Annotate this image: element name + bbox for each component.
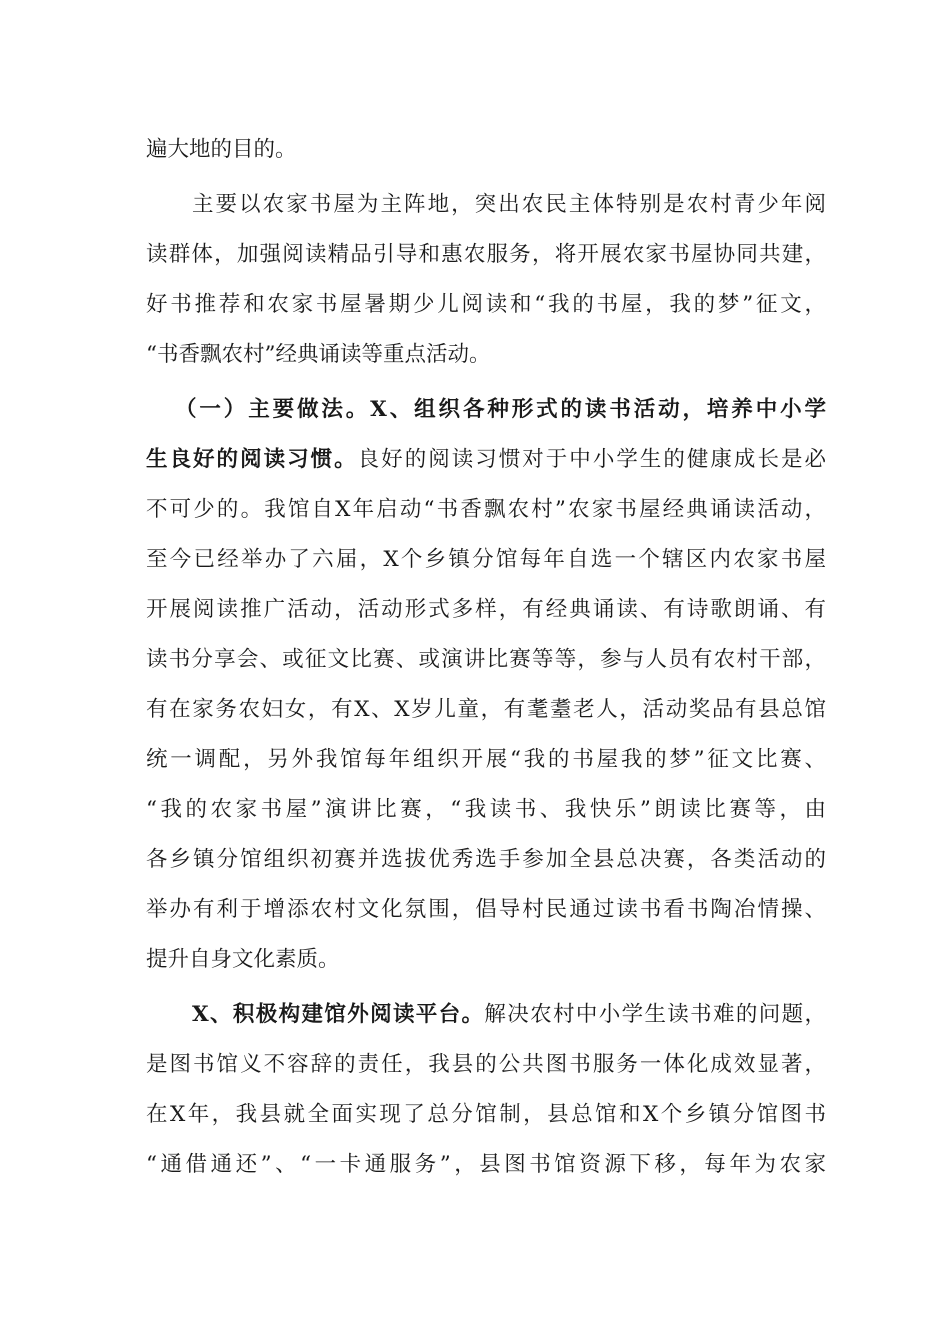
text-line bbox=[146, 1098, 826, 1132]
text-segment: 是图书馆义不容辞的责任，我县的公共图书服务一体化成效显著， bbox=[146, 1052, 826, 1077]
text-segment: 不可少的。我馆自X年启动“书香飘农村”农家书屋经典诵读活动， bbox=[146, 497, 826, 522]
text-line bbox=[146, 338, 826, 372]
text-segment: 提升自身文化素质。 bbox=[146, 947, 340, 972]
text-segment: 至今已经举办了六届，X个乡镇分馆每年自选一个辖区内农家书屋 bbox=[146, 547, 826, 572]
text-line bbox=[146, 843, 826, 877]
text-segment: 有在家务农妇女，有X、X岁儿童，有耄耋老人，活动奖品有县总馆 bbox=[146, 697, 826, 722]
subsection-heading-line bbox=[192, 998, 826, 1032]
text-segment: 好书推荐和农家书屋暑期少儿阅读和“我的书屋，我的梦”征文， bbox=[146, 292, 826, 317]
text-line bbox=[146, 238, 826, 272]
text-segment: 开展阅读推广活动，活动形式多样，有经典诵读、有诗歌朗诵、有 bbox=[146, 597, 826, 622]
text-segment: 举办有利于增添农村文化氛围，倡导村民通过读书看书陶冶情操、 bbox=[146, 897, 826, 922]
text-line bbox=[146, 893, 826, 927]
paragraph-first-line bbox=[192, 188, 826, 222]
subsection-heading: X、积极构建馆外阅读平台。 bbox=[192, 1002, 485, 1027]
text-line bbox=[146, 133, 826, 167]
text-line bbox=[146, 493, 826, 527]
text-line bbox=[146, 1148, 826, 1182]
text-segment: 遍大地的目的。 bbox=[146, 137, 297, 162]
text-line bbox=[146, 288, 826, 322]
text-segment: “我的农家书屋”演讲比赛，“我读书、我快乐”朗读比赛等，由 bbox=[146, 797, 826, 822]
text-line bbox=[146, 543, 826, 577]
text-segment: 读群体，加强阅读精品引导和惠农服务，将开展农家书屋协同共建， bbox=[146, 242, 826, 267]
section-heading-line bbox=[175, 393, 826, 427]
text-segment: 各乡镇分馆组织初赛并选拔优秀选手参加全县总决赛，各类活动的 bbox=[146, 847, 826, 872]
text-line bbox=[146, 1048, 826, 1082]
text-segment: “通借通还”、“一卡通服务”，县图书馆资源下移，每年为农家 bbox=[146, 1152, 826, 1177]
text-line bbox=[146, 693, 826, 727]
text-segment: “书香飘农村”经典诵读等重点活动。 bbox=[146, 342, 491, 367]
section-heading-continued: 生良好的阅读习惯。 bbox=[146, 447, 358, 472]
text-line bbox=[146, 643, 826, 677]
text-line bbox=[146, 443, 826, 477]
text-segment: 主要以农家书屋为主阵地，突出农民主体特别是农村青少年阅 bbox=[192, 192, 826, 217]
text-line bbox=[146, 743, 826, 777]
text-line bbox=[146, 943, 826, 977]
section-heading: （一）主要做法。X、组织各种形式的读书活动，培养中小学 bbox=[175, 397, 826, 422]
text-segment: 在X年，我县就全面实现了总分馆制，县总馆和X个乡镇分馆图书 bbox=[146, 1102, 826, 1127]
text-segment: 统一调配，另外我馆每年组织开展“我的书屋我的梦”征文比赛、 bbox=[146, 747, 826, 772]
text-line bbox=[146, 593, 826, 627]
text-segment: 读书分享会、或征文比赛、或演讲比赛等等，参与人员有农村干部， bbox=[146, 647, 826, 672]
text-segment: 良好的阅读习惯对于中小学生的健康成长是必 bbox=[357, 447, 826, 472]
text-line bbox=[146, 793, 826, 827]
text-segment: 解决农村中小学生读书难的问题， bbox=[484, 1002, 826, 1027]
